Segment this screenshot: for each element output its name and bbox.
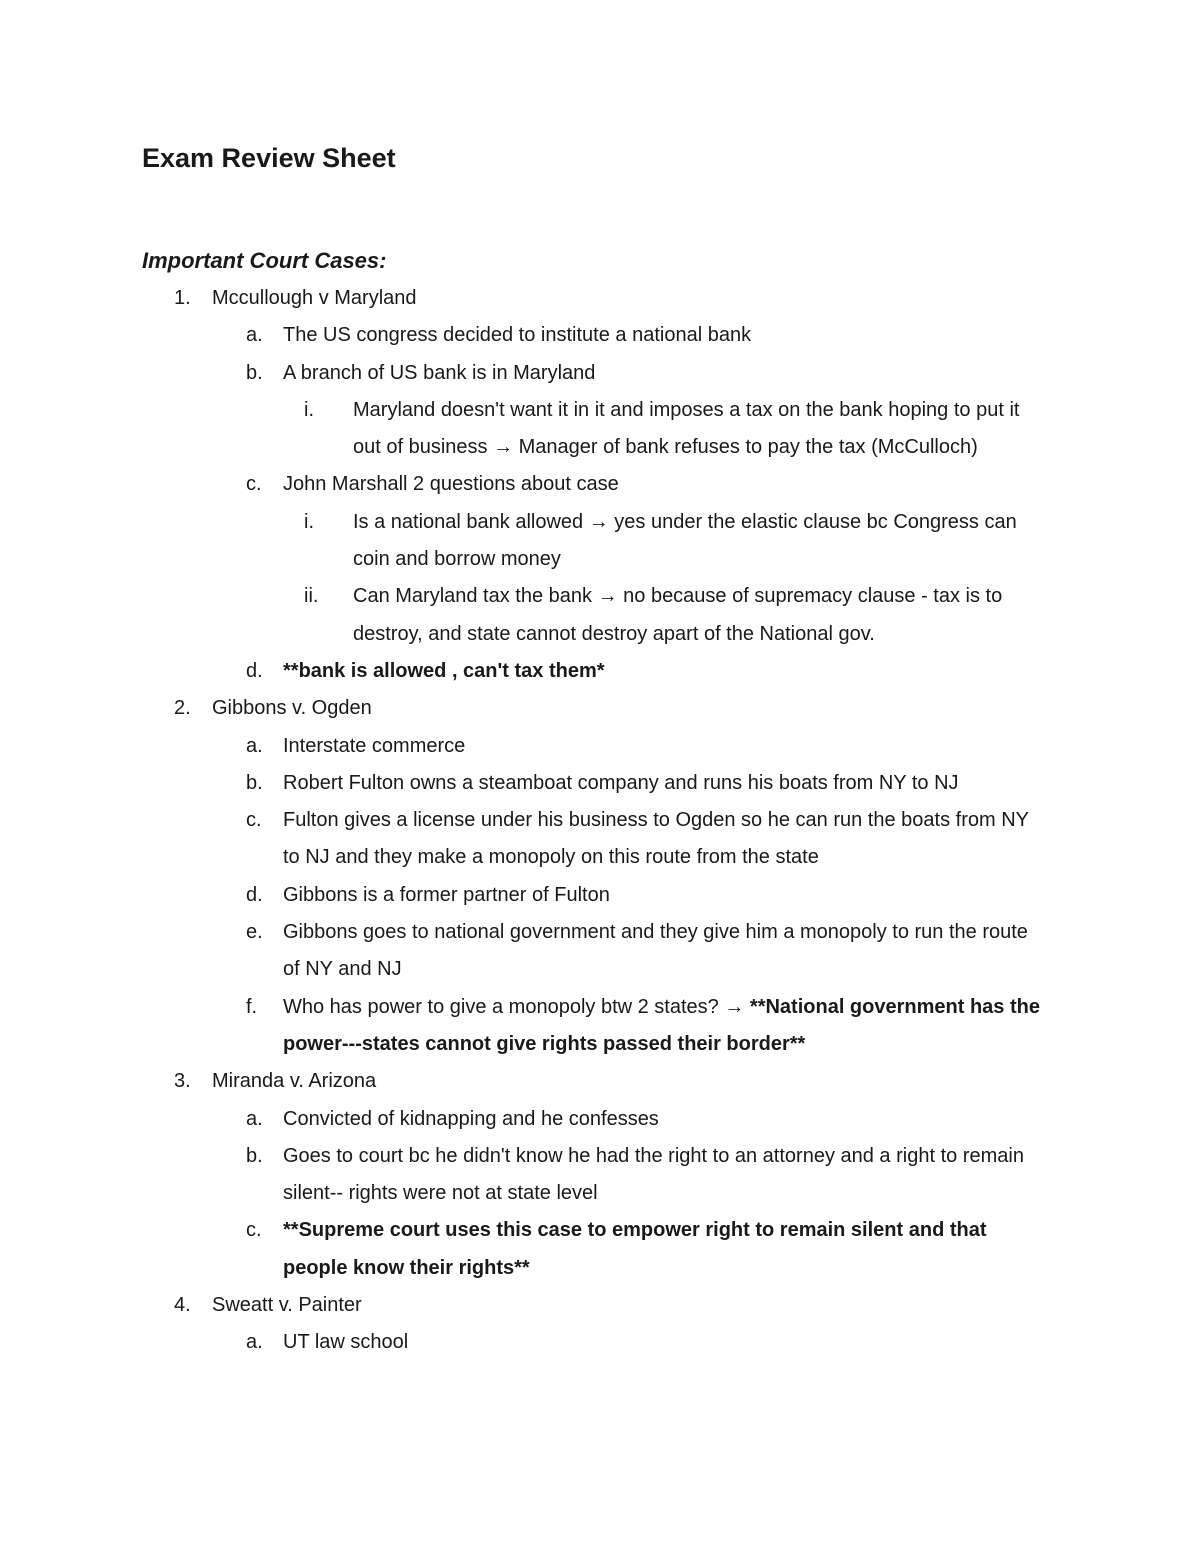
list-marker: e. xyxy=(246,921,263,944)
list-marker: ii. xyxy=(304,585,319,608)
list-marker: 2. xyxy=(174,697,191,720)
list-item xyxy=(0,1101,1200,1138)
list-marker: a. xyxy=(246,1107,263,1130)
list-item-text: Can Maryland tax the bank → no because of supremacy clause - tax is to destroy, and state cannot destroy apart of the National gov. xyxy=(353,585,1003,645)
bold-emphasis: **National government has the power---states cannot give rights passed their border** xyxy=(283,995,1040,1055)
list-marker: c. xyxy=(246,809,262,832)
case-item-sweatt xyxy=(0,1287,1200,1324)
list-item xyxy=(0,877,1200,914)
list-item-text: John Marshall 2 questions about case xyxy=(283,473,619,496)
list-item xyxy=(0,466,1200,503)
list-item-text: Is a national bank allowed → yes under the elastic clause bc Congress can coin and borrow money xyxy=(353,510,1017,571)
list-item-text xyxy=(283,653,1048,690)
case-item-gibbons xyxy=(0,690,1200,727)
list-marker: a. xyxy=(246,324,263,347)
list-item xyxy=(0,765,1200,802)
list-item xyxy=(0,1324,1200,1361)
list-item-text: Who has power to give a monopoly btw 2 states? → **National government has the power---states cannot give rights passed their border** xyxy=(283,995,1040,1055)
list-marker: b. xyxy=(246,361,263,384)
section-heading: Important Court Cases: xyxy=(142,248,387,273)
bold-emphasis: **bank is allowed , can't tax them* xyxy=(283,659,605,682)
list-marker: 1. xyxy=(174,287,191,309)
list-item-text: Interstate commerce xyxy=(283,734,466,757)
list-item-text: UT law school xyxy=(283,1331,409,1354)
list-item-text: Sweatt v. Painter xyxy=(212,1294,362,1317)
document-title: Exam Review Sheet xyxy=(142,143,396,173)
case-item-miranda xyxy=(0,1063,1200,1100)
list-marker: 4. xyxy=(174,1294,191,1317)
list-item-text xyxy=(283,1212,1048,1287)
list-item xyxy=(0,1212,1200,1287)
list-marker: d. xyxy=(246,659,263,682)
list-item xyxy=(0,728,1200,765)
list-item-text: Miranda v. Arizona xyxy=(212,1070,377,1093)
list-item-text: Fulton gives a license under his business to Ogden so he can run the boats from NY to NJ and they make a monopoly on this route from the state xyxy=(283,809,1029,869)
list-marker: c. xyxy=(246,473,262,496)
list-item xyxy=(0,1138,1200,1213)
list-item-text: Mccullough v Maryland xyxy=(212,287,417,309)
list-item-text: Gibbons v. Ogden xyxy=(212,697,372,720)
list-item-text: Maryland doesn't want it in it and imposes a tax on the bank hoping to put it out of business → Manager of bank refuses to pay the tax (McCulloch) xyxy=(353,398,1020,459)
list-item-text: Goes to court bc he didn't know he had the right to an attorney and a right to remain silent-- rights were not at state level xyxy=(283,1144,1024,1205)
list-marker: b. xyxy=(246,771,263,794)
list-marker: i. xyxy=(304,398,314,421)
court-cases-outline xyxy=(0,280,1200,1362)
list-marker: i. xyxy=(304,510,314,533)
list-item xyxy=(0,653,1200,690)
list-item xyxy=(0,504,1200,579)
list-item-text: Gibbons is a former partner of Fulton xyxy=(283,883,610,906)
list-item xyxy=(0,914,1200,989)
list-marker: c. xyxy=(246,1219,262,1242)
list-item xyxy=(0,317,1200,354)
list-item-text: A branch of US bank is in Maryland xyxy=(283,361,596,384)
list-marker: b. xyxy=(246,1144,263,1167)
list-item-text: Robert Fulton owns a steamboat company and runs his boats from NY to NJ xyxy=(283,771,959,794)
list-item-text: Gibbons goes to national government and they give him a monopoly to run the route of NY and NJ xyxy=(283,921,1028,981)
list-marker: 3. xyxy=(174,1070,191,1093)
list-item xyxy=(0,989,1200,1064)
list-item xyxy=(0,578,1200,653)
list-item xyxy=(0,392,1200,467)
list-marker: d. xyxy=(246,883,263,906)
list-marker: a. xyxy=(246,1331,263,1354)
bold-emphasis: **Supreme court uses this case to empower right to remain silent and that people know their rights** xyxy=(283,1219,987,1279)
case-item-mcculloch xyxy=(0,280,1200,317)
list-item xyxy=(0,802,1200,877)
list-item-text: The US congress decided to institute a national bank xyxy=(283,324,752,347)
list-marker: a. xyxy=(246,734,263,757)
list-item-text: Convicted of kidnapping and he confesses xyxy=(283,1107,659,1130)
list-marker: f. xyxy=(246,995,258,1018)
list-item xyxy=(0,355,1200,392)
